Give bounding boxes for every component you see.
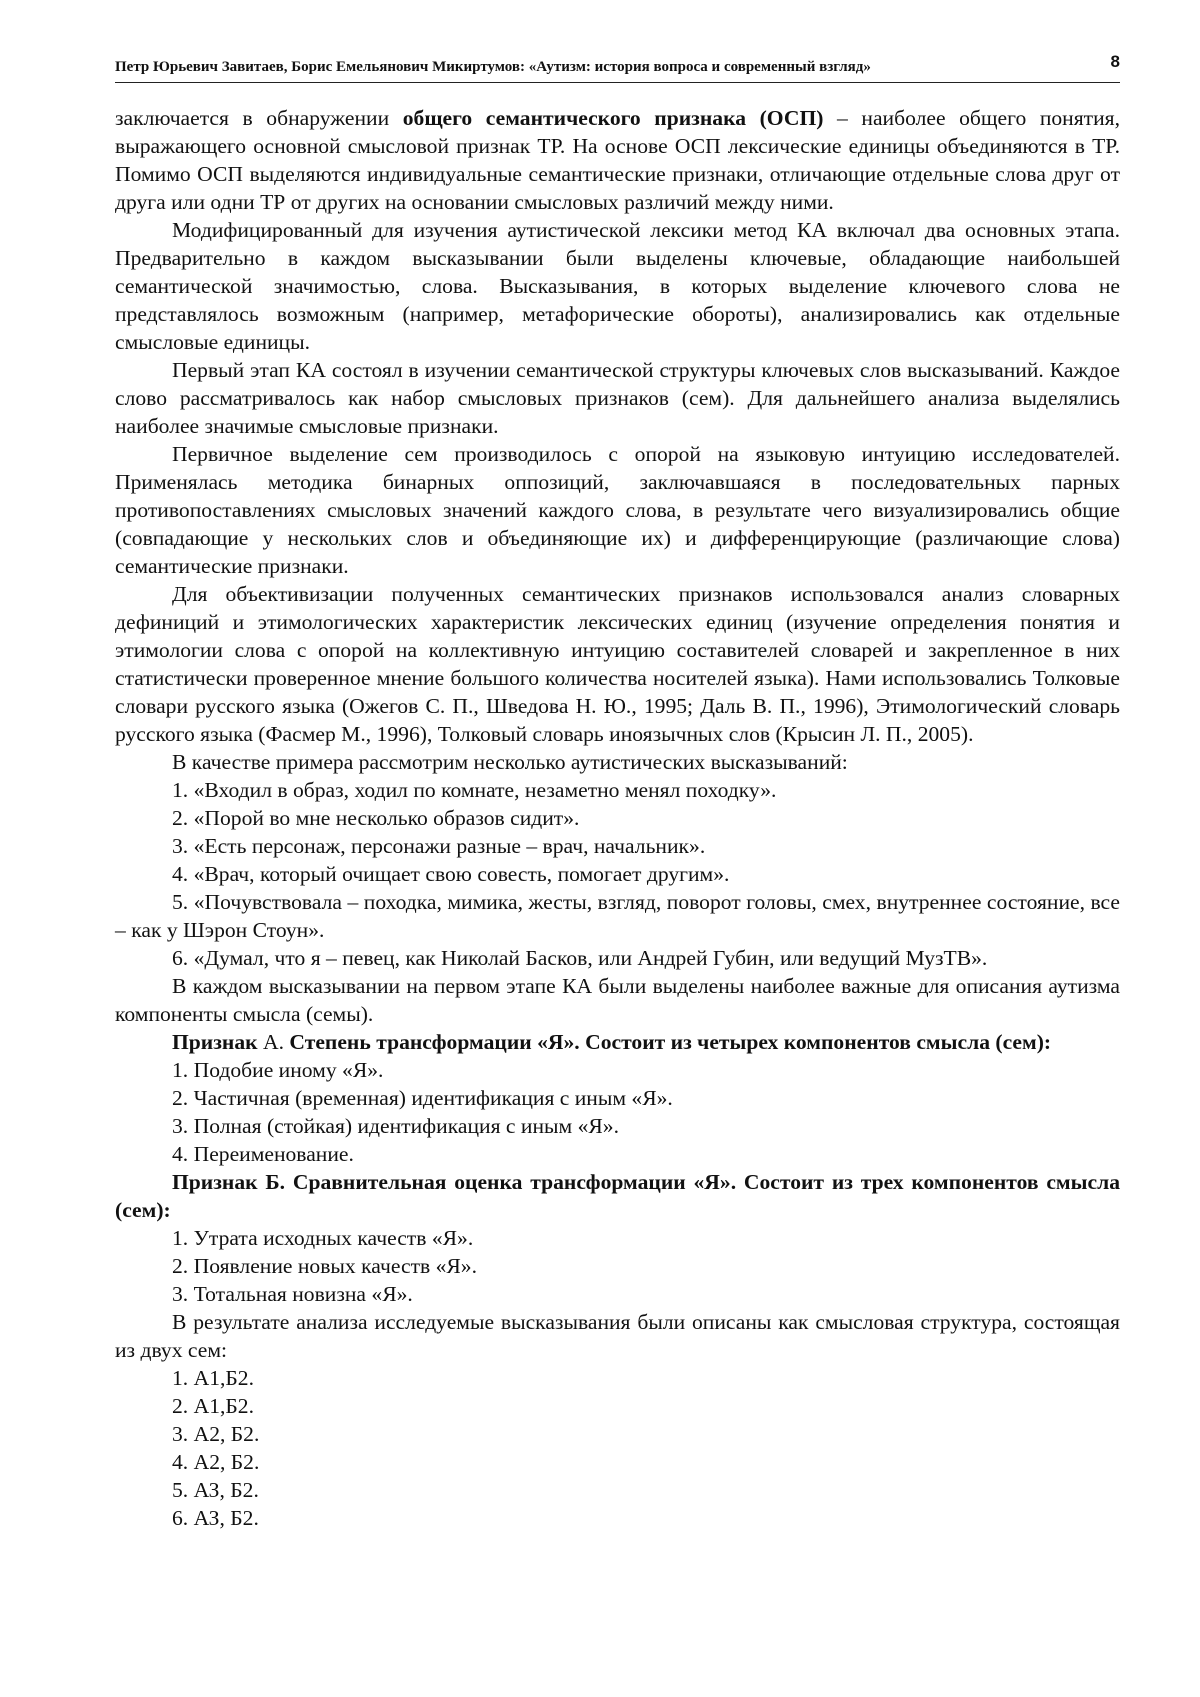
sign-b-heading: Признак Б. Сравнительная оценка трансформации «Я». Состоит из трех компонентов смысла (сем): [115,1170,1120,1222]
paragraph: Модифицированный для изучения аутистической лексики метод КА включал два основных этапа. Предварительно в каждом высказывании были выделены ключевые, обладающие наибольшей семантической значимостью, слова. Высказывания, в которых выделение ключевого слова не представлялось возможным (например, метафорические обороты), анализировались как отдельные смысловые единицы. [115,218,1120,354]
sign-a-item: 3. Полная (стойкая) идентификация с иным «Я». [172,1114,619,1138]
paragraph: В каждом высказывании на первом этапе КА были выделены наиболее важные для описания аутизма компоненты смысла (семы). [115,974,1120,1026]
result-item: 5. АЗ, Б2. [172,1478,259,1502]
paragraph: Первый этап КА состоял в изучении семантической структуры ключевых слов высказываний. Каждое слово рассматривалось как набор смысловых признаков (сем). Для дальнейшего анализа выделялись наиболее значимые смысловые признаки. [115,358,1120,438]
sign-b-item: 2. Появление новых качеств «Я». [172,1254,478,1278]
paragraph: Для объективизации полученных семантических признаков использовался анализ словарных дефиниций и этимологических характеристик лексических единиц (изучение определения понятия и этимологии слова с опорой на коллективную интуицию составителей словарей и закрепленное в них статистически проверенное мнение большого количества носителей языка). Нами использовались Толковые словари русского языка (Ожегов С. П., Шведова Н. Ю., 1995; Даль В. П., 1996), Этимологический словарь русского языка (Фасмер М., 1996), Толковый словарь иноязычных слов (Крысин Л. П., 2005). [115,582,1120,746]
sign-a-title: Степень трансформации «Я». Состоит из четырех компонентов смысла (сем): [289,1030,1052,1054]
example-item: 5. «Почувствовала – походка, мимика, жесты, взгляд, поворот головы, смех, внутреннее состояние, все – как у Шэрон Стоун». [115,890,1120,942]
example-item: 6. «Думал, что я – певец, как Николай Басков, или Андрей Губин, или ведущий МузТВ». [172,946,988,970]
example-item: 1. «Входил в образ, ходил по комнате, незаметно менял походку». [172,778,777,802]
running-header [115,52,1120,83]
sign-a-label: Признак [172,1030,258,1054]
result-item: 2. А1,Б2. [172,1394,254,1418]
result-item: 4. А2, Б2. [172,1450,260,1474]
sign-a-heading [115,1028,1120,1056]
paragraph: В результате анализа исследуемые высказывания были описаны как смысловая структура, состоящая из двух сем: [115,1310,1120,1362]
paragraph: В качестве примера рассмотрим несколько аутистических высказываний: [172,750,848,774]
example-item: 3. «Есть персонаж, персонажи разные – врач, начальник». [172,834,706,858]
paragraph-continued [115,104,1120,216]
page-number: 8 [1110,52,1120,71]
sign-a-item: 2. Частичная (временная) идентификация с иным «Я». [172,1086,673,1110]
example-item: 4. «Врач, который очищает свою совесть, помогает другим». [172,862,730,886]
paragraph-text: – наиболее общего понятия, выражающего основной смысловой признак ТР. На основе ОСП лексические единицы объединяются в ТР. Помимо ОСП выделяются индивидуальные семантические признаки, отличающие отдельные слова друг от друга или одни ТР от других на основании смысловых различий между ними. [115,106,1120,214]
sign-a-item: 4. Переименование. [172,1142,354,1166]
result-item: 1. А1,Б2. [172,1366,254,1390]
paragraph: Первичное выделение сем производилось с опорой на языковую интуицию исследователей. Применялась методика бинарных оппозиций, заключавшаяся в последовательных парных противопоставлениях смысловых значений каждого слова, в результате чего визуализировались общие (совпадающие у нескольких слов и объединяющие их) и дифференцирующие (различающие слова) семантические признаки. [115,442,1120,578]
article-body [115,104,1120,1532]
header-title: Петр Юрьевич Завитаев, Борис Емельянович Микиртумов: «Аутизм: история вопроса и современный взгляд» [115,59,871,75]
term-osp: общего семантического признака (ОСП) [402,106,824,130]
paragraph-text: заключается в обнаружении [115,106,403,130]
sign-a-item: 1. Подобие иному «Я». [172,1058,384,1082]
result-item: 6. АЗ, Б2. [172,1506,259,1530]
result-item: 3. А2, Б2. [172,1422,260,1446]
sign-a-letter: А. [257,1030,290,1054]
sign-b-item: 1. Утрата исходных качеств «Я». [172,1226,474,1250]
sign-b-item: 3. Тотальная новизна «Я». [172,1282,413,1306]
example-item: 2. «Порой во мне несколько образов сидит». [172,806,580,830]
